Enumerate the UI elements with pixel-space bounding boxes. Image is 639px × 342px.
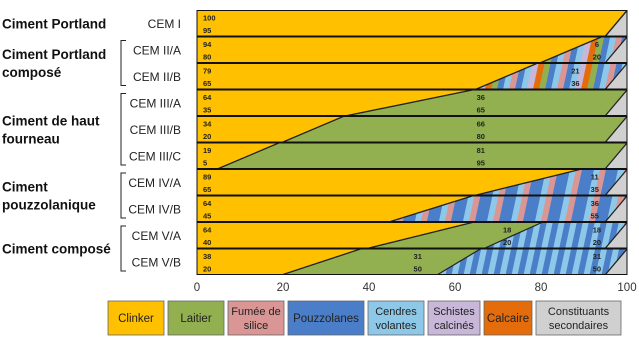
row-cem-v-b: [132, 249, 627, 275]
clinker-max-label: 100: [203, 13, 216, 23]
other-max-label: 6: [594, 40, 599, 49]
row-cem-iv-a: [128, 170, 627, 196]
other-constituents-area: [219, 143, 628, 169]
cem-label: CEM I: [147, 16, 181, 31]
group-bracket: [121, 226, 126, 271]
group-bracket: [121, 94, 126, 166]
cem-label: CEM IV/A: [128, 175, 181, 190]
group-label: Ciment de haut: [2, 113, 100, 129]
legend-item: [108, 301, 164, 335]
group-bracket: [121, 41, 126, 86]
legend-label: silice: [243, 320, 269, 332]
group-label: Ciment Portland: [2, 47, 107, 62]
x-tick-label: 80: [534, 282, 548, 294]
other-min-label: 95: [476, 158, 485, 168]
other-max-label: 36: [590, 199, 599, 208]
group-label: composé: [2, 65, 62, 80]
other2-min-label: 50: [592, 264, 602, 274]
other-min-label: 55: [590, 211, 599, 221]
legend-label: secondaires: [548, 320, 609, 332]
legend-label: Clinker: [118, 313, 154, 325]
legend-item: [428, 301, 480, 335]
group-1: [2, 16, 106, 31]
other-max-label: 36: [476, 93, 485, 102]
clinker-max-label: 34: [203, 119, 212, 129]
group-label: Ciment Portland: [2, 16, 107, 32]
x-tick-label: 100: [617, 282, 637, 294]
clinker-min-label: 80: [203, 52, 212, 62]
clinker-max-label: 94: [203, 40, 212, 49]
row-cem-v-a: [132, 223, 627, 249]
x-tick-label: 60: [448, 282, 462, 294]
other-min-label: 80: [476, 132, 485, 141]
cem-label: CEM II/A: [132, 43, 181, 58]
legend-label: volantes: [375, 320, 417, 332]
legend-label: Fumée de: [231, 306, 281, 318]
group-2: [2, 41, 126, 86]
legend-label: calcinés: [434, 320, 474, 332]
legend-label: Pouzzolanes: [293, 313, 359, 325]
group-label: Ciment: [2, 179, 48, 195]
row-cem-iii-b: [130, 117, 627, 143]
cem-label: CEM III/B: [129, 122, 181, 137]
group-5: [2, 226, 126, 271]
group-3: [2, 94, 126, 166]
clinker-min-label: 65: [203, 79, 212, 88]
clinker-max-label: 19: [203, 146, 212, 155]
row-cem-iii-a: [130, 90, 627, 116]
cem-label: CEM V/A: [131, 228, 181, 243]
clinker-area: [197, 11, 627, 37]
other-min-label: 20: [502, 238, 512, 247]
cem-label: CEM V/B: [131, 255, 181, 270]
x-tick-label: 20: [276, 282, 290, 294]
legend-item: [288, 301, 364, 335]
row-cem-iii-c: [129, 143, 627, 169]
cem-label: CEM III/C: [128, 149, 181, 164]
clinker-min-label: 95: [203, 26, 212, 35]
other-min-label: 36: [571, 79, 580, 88]
legend-item: [484, 301, 532, 335]
row-cem-ii-b: [133, 64, 627, 90]
group-4: [2, 173, 126, 218]
clinker-max-label: 38: [203, 252, 212, 261]
clinker-max-label: 64: [203, 199, 212, 208]
group-label: Ciment composé: [2, 241, 111, 257]
clinker-max-label: 79: [203, 66, 212, 76]
other2-max-label: 31: [592, 252, 602, 261]
other2-max-label: 18: [592, 225, 602, 235]
other-min-label: 20: [592, 52, 602, 62]
other2-min-label: 20: [592, 238, 602, 247]
legend-label: Constituants: [547, 306, 610, 318]
group-label: pouzzolanique: [2, 197, 96, 213]
other-max-label: 31: [413, 252, 422, 261]
group-bracket: [121, 173, 126, 218]
row-cem-iv-b: [128, 196, 627, 222]
clinker-area: [197, 37, 601, 63]
clinker-min-label: 40: [203, 238, 212, 247]
other-max-label: 18: [502, 225, 512, 235]
other-max-label: 11: [590, 172, 599, 182]
legend-item: [368, 301, 424, 335]
other-max-label: 81: [476, 146, 485, 155]
legend-label: Calcaire: [486, 313, 530, 325]
clinker-min-label: 5: [203, 158, 208, 168]
group-label: fourneau: [2, 131, 60, 147]
other-max-label: 66: [476, 119, 485, 129]
cem-label: CEM IV/B: [128, 202, 181, 217]
legend-item: [168, 301, 224, 335]
legend-label: Schistes: [433, 306, 475, 318]
cem-label: CEM II/B: [132, 69, 181, 84]
legend-item: [228, 301, 284, 335]
x-tick-label: 40: [362, 282, 376, 294]
clinker-min-label: 20: [203, 132, 212, 141]
clinker-min-label: 20: [203, 264, 212, 274]
other-max-label: 21: [571, 66, 580, 76]
other-min-label: 35: [590, 185, 599, 194]
clinker-max-label: 89: [203, 172, 212, 182]
x-tick-label: 0: [193, 282, 201, 294]
cem-label: CEM III/A: [129, 96, 181, 111]
other-min-label: 65: [476, 105, 485, 115]
row-cem-i: [148, 11, 627, 37]
clinker-min-label: 65: [203, 185, 212, 194]
legend-label: Laitier: [180, 313, 212, 325]
clinker-max-label: 64: [203, 93, 212, 102]
clinker-min-label: 45: [203, 211, 212, 221]
legend-label: Cendres: [375, 306, 417, 318]
other-min-label: 50: [413, 264, 422, 274]
row-cem-ii-a: [133, 37, 627, 63]
clinker-max-label: 64: [203, 225, 212, 235]
clinker-min-label: 35: [203, 105, 212, 115]
legend-item: [536, 301, 621, 335]
